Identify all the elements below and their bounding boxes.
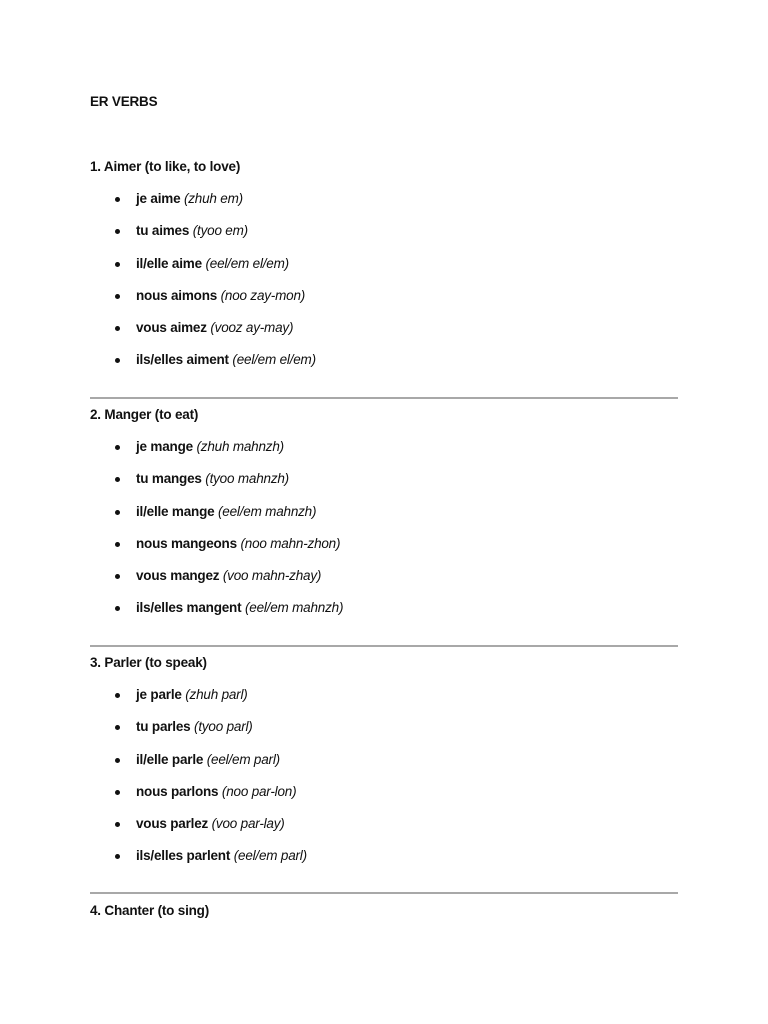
list-item bbox=[90, 438, 678, 456]
verb-form: je mange bbox=[136, 439, 193, 455]
list-item bbox=[90, 190, 678, 208]
verb-section-chanter bbox=[90, 902, 678, 920]
verb-form: ils/elles mangent bbox=[136, 600, 242, 616]
list-item bbox=[90, 783, 678, 801]
pronunciation: (eel/em parl) bbox=[206, 751, 280, 767]
list-item bbox=[90, 751, 678, 769]
pronunciation: (tyoo em) bbox=[192, 223, 248, 239]
verb-form: il/elle aime bbox=[136, 255, 202, 271]
pronunciation: (noo par-lon) bbox=[221, 783, 297, 799]
bullet-icon bbox=[115, 229, 120, 234]
list-item bbox=[90, 222, 678, 240]
pronunciation: (noo mahn-zhon) bbox=[240, 535, 341, 551]
verb-form: tu aimes bbox=[136, 223, 190, 239]
pronunciation: (eel/em parl) bbox=[233, 848, 307, 864]
verb-form: nous parlons bbox=[136, 783, 219, 799]
section-divider bbox=[90, 397, 678, 399]
section-heading: 4. Chanter (to sing) bbox=[90, 903, 210, 918]
verb-form: je aime bbox=[136, 191, 181, 207]
pronunciation: (eel/em el/em) bbox=[232, 352, 316, 368]
verb-section-parler bbox=[90, 654, 678, 865]
bullet-icon bbox=[115, 197, 120, 202]
verb-section-manger bbox=[90, 406, 678, 617]
verb-section-aimer bbox=[90, 158, 678, 369]
list-item bbox=[90, 351, 678, 369]
verb-form: tu parles bbox=[136, 719, 191, 735]
pronunciation: (eel/em mahnzh) bbox=[244, 600, 344, 616]
bullet-icon bbox=[115, 822, 120, 827]
list-item bbox=[90, 503, 678, 521]
verb-form: ils/elles aiment bbox=[136, 352, 229, 368]
bullet-icon bbox=[115, 477, 120, 482]
section-heading: 2. Manger (to eat) bbox=[90, 407, 199, 422]
bullet-icon bbox=[115, 358, 120, 363]
pronunciation: (zhuh parl) bbox=[185, 687, 248, 703]
section-divider bbox=[90, 645, 678, 647]
bullet-icon bbox=[115, 693, 120, 698]
section-heading: 3. Parler (to speak) bbox=[90, 655, 207, 670]
verb-form: je parle bbox=[136, 687, 182, 703]
bullet-icon bbox=[115, 542, 120, 547]
bullet-icon bbox=[115, 326, 120, 331]
list-item bbox=[90, 718, 678, 736]
bullet-icon bbox=[115, 758, 120, 763]
bullet-icon bbox=[115, 574, 120, 579]
conjugation-list bbox=[90, 190, 678, 369]
list-item bbox=[90, 599, 678, 617]
bullet-icon bbox=[115, 606, 120, 611]
conjugation-list bbox=[90, 438, 678, 617]
bullet-icon bbox=[115, 510, 120, 515]
list-item bbox=[90, 535, 678, 553]
verb-form: vous parlez bbox=[136, 815, 209, 831]
verb-form: nous mangeons bbox=[136, 535, 237, 551]
list-item bbox=[90, 686, 678, 704]
verb-form: ils/elles parlent bbox=[136, 848, 231, 864]
pronunciation: (eel/em el/em) bbox=[205, 255, 289, 271]
verb-form: vous mangez bbox=[136, 567, 220, 583]
section-heading: 1. Aimer (to like, to love) bbox=[90, 159, 241, 174]
verb-form: tu manges bbox=[136, 471, 202, 487]
list-item bbox=[90, 815, 678, 833]
bullet-icon bbox=[115, 445, 120, 450]
bullet-icon bbox=[115, 294, 120, 299]
list-item bbox=[90, 287, 678, 305]
section-divider bbox=[90, 892, 678, 894]
verb-form: vous aimez bbox=[136, 319, 207, 335]
pronunciation: (zhuh mahnzh) bbox=[196, 439, 284, 455]
document-title: ER VERBS bbox=[90, 94, 158, 109]
pronunciation: (zhuh em) bbox=[183, 191, 243, 207]
verb-form: nous aimons bbox=[136, 287, 218, 303]
bullet-icon bbox=[115, 725, 120, 730]
list-item bbox=[90, 567, 678, 585]
bullet-icon bbox=[115, 854, 120, 859]
bullet-icon bbox=[115, 790, 120, 795]
pronunciation: (tyoo mahnzh) bbox=[205, 471, 289, 487]
pronunciation: (vooz ay-may) bbox=[210, 319, 294, 335]
pronunciation: (voo par-lay) bbox=[211, 815, 285, 831]
pronunciation: (eel/em mahnzh) bbox=[218, 503, 317, 519]
conjugation-list bbox=[90, 686, 678, 865]
verb-form: il/elle mange bbox=[136, 503, 215, 519]
bullet-icon bbox=[115, 262, 120, 267]
list-item bbox=[90, 470, 678, 488]
pronunciation: (voo mahn-zhay) bbox=[222, 567, 322, 583]
list-item bbox=[90, 319, 678, 337]
list-item bbox=[90, 255, 678, 273]
list-item bbox=[90, 847, 678, 865]
pronunciation: (tyoo parl) bbox=[194, 719, 253, 735]
verb-form: il/elle parle bbox=[136, 751, 204, 767]
pronunciation: (noo zay-mon) bbox=[220, 287, 306, 303]
